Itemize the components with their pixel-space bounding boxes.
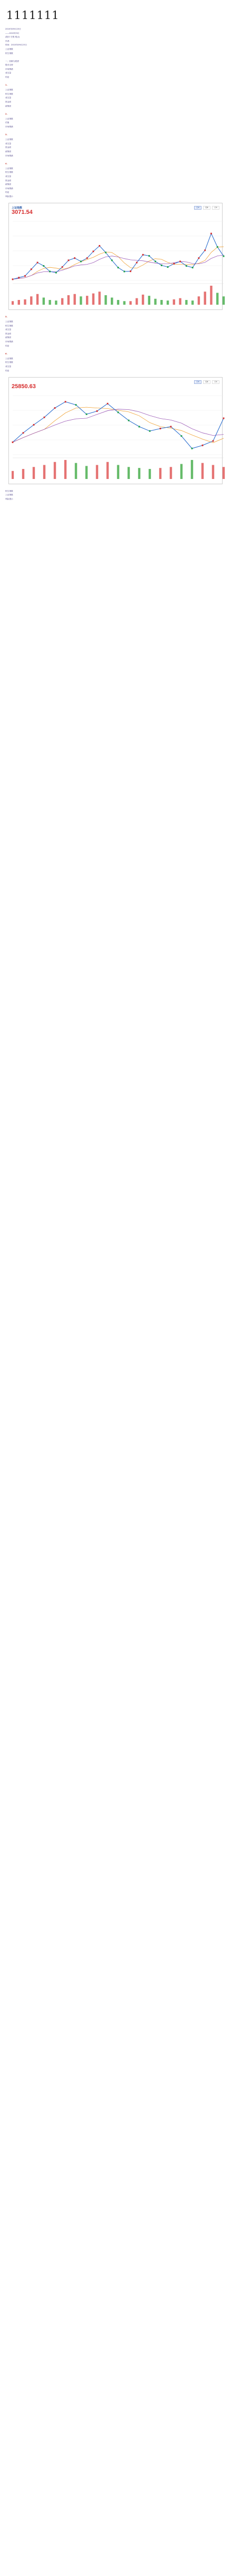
- chart-2-volume-bar: [22, 469, 24, 479]
- section-1: [5, 83, 226, 108]
- chart-1-period-tab[interactable]: 日K: [194, 206, 201, 210]
- meta-date: 2015年09月23日: [5, 28, 21, 30]
- chart-2-volume-bar: [43, 465, 45, 479]
- section-6-line: 恒生指数: [5, 361, 13, 364]
- chart-1-volume-bar: [36, 294, 38, 305]
- chart-1-candle: [130, 270, 131, 272]
- chart-1-candle: [223, 256, 225, 257]
- chart-2-period-tab[interactable]: 周K: [203, 380, 210, 384]
- chart-1-index-name: 上证指数: [12, 206, 23, 210]
- chart-1-volume-bar: [216, 293, 218, 305]
- section-5-line: 成交量: [5, 328, 12, 331]
- chart-2-candle: [139, 426, 140, 427]
- chart-1-volume-bar: [30, 296, 32, 305]
- chart-1-candle: [55, 272, 57, 274]
- chart-1-candle: [43, 265, 44, 267]
- chart-2-candle: [86, 413, 88, 415]
- chart-1-candle: [123, 271, 125, 272]
- footer-block: [5, 490, 226, 501]
- chart-1-volume-bar: [55, 300, 57, 305]
- chart-2-candle: [128, 419, 130, 421]
- chart-2-candle: [33, 424, 35, 426]
- section-1-heading: 1.: [5, 84, 7, 87]
- section-3-line: 政策面: [5, 150, 12, 153]
- intro-line: 成交量: [5, 72, 12, 74]
- meta-line3: 上证指数: [5, 48, 13, 50]
- section-3-body: [5, 138, 226, 157]
- chart-1-volume-bar: [12, 301, 14, 305]
- section-4: [5, 162, 226, 198]
- chart-1-volume-bar: [123, 301, 126, 305]
- section-5-line: 政策面: [5, 336, 12, 339]
- chart-1-candle: [93, 251, 94, 252]
- chart-2-candle: [202, 445, 204, 446]
- footer-line: 上证指数: [5, 494, 13, 496]
- chart-2-candle: [170, 426, 172, 427]
- chart-2-volume-bar: [33, 467, 35, 479]
- section-6: [5, 352, 226, 372]
- intro-block: [5, 60, 226, 79]
- chart-1-candle: [192, 267, 194, 268]
- chart-1-candle: [136, 262, 138, 264]
- chart-1-volume-bar: [160, 300, 162, 305]
- chart-2-candle: [75, 404, 77, 406]
- chart-1-price: 3071.54: [12, 209, 33, 215]
- section-3-line: 资金面: [5, 146, 12, 149]
- meta-period: ——2015年9月: [5, 32, 20, 34]
- chart-1-volume-bar: [173, 299, 175, 305]
- chart-1-volume-bar: [179, 298, 181, 305]
- chart-1-volume-bar: [129, 301, 131, 305]
- chart-2-candle: [23, 432, 24, 434]
- section-1-body: [5, 88, 226, 107]
- meta-author: 作者：: [5, 40, 12, 42]
- chart-1-candle: [37, 262, 38, 264]
- section-1-line: 上证指数: [5, 89, 13, 91]
- chart-1-candle: [68, 259, 69, 261]
- section-6-line: 上证指数: [5, 357, 13, 360]
- chart-2-period-tab[interactable]: 日K: [194, 380, 201, 384]
- chart-1-volume-bar: [136, 298, 138, 305]
- chart-1-plot: [12, 218, 225, 308]
- chart-2-volume-bar: [223, 467, 225, 479]
- chart-1-volume-bar: [223, 296, 225, 305]
- chart-2-ma-line: [13, 409, 224, 442]
- chart-1-candle: [155, 261, 156, 262]
- chart-1-candle: [142, 254, 144, 256]
- section-2-line: 估值: [5, 121, 9, 124]
- footer-line: 风险提示: [5, 497, 13, 500]
- chart-1-volume-bar: [204, 292, 206, 305]
- article-meta: [5, 27, 226, 55]
- chart-2-candle: [65, 401, 66, 402]
- section-4-line: 资金面: [5, 179, 12, 182]
- chart-2-period-tabs: [194, 380, 219, 384]
- chart-1-candle: [210, 233, 212, 234]
- section-3-line: 成交量: [5, 142, 12, 145]
- section-3: [5, 133, 226, 157]
- chart-1-candle: [105, 252, 107, 253]
- section-6-body: [5, 357, 226, 372]
- chart-1-candle: [217, 246, 218, 248]
- section-5-line: 上证指数: [5, 321, 13, 323]
- chart-2-candle: [97, 410, 98, 412]
- meta-line4: 恒生指数: [5, 52, 13, 54]
- chart-2-price: 25850.63: [12, 383, 36, 390]
- section-2-line: 市场情绪: [5, 125, 13, 128]
- section-2-heading: 2.: [5, 112, 7, 115]
- chart-1-volume-bar: [86, 296, 88, 305]
- chart-1-candle: [173, 263, 175, 265]
- section-3-line: 市场情绪: [5, 154, 13, 157]
- chart-1-candle: [161, 265, 162, 266]
- chart-1-volume-bar: [148, 296, 150, 305]
- chart-1-volume-bar: [154, 299, 156, 305]
- chart-2-volume-bar: [159, 468, 161, 479]
- section-4-line: 市场情绪: [5, 187, 13, 190]
- section-4-heading: 4.: [5, 162, 7, 165]
- chart-2-volume-bar: [117, 465, 119, 479]
- chart-1-volume-bar: [43, 297, 45, 305]
- chart-1-volume-bar: [92, 294, 94, 305]
- chart-2-candle: [149, 430, 151, 431]
- intro-line: 股市走势: [5, 64, 13, 67]
- chart-1-candle: [86, 257, 88, 259]
- section-4-line: 成交量: [5, 175, 12, 177]
- section-5-heading: 5.: [5, 315, 7, 318]
- chart-1-candle: [118, 267, 119, 268]
- section-5: [5, 315, 226, 347]
- chart-2-volume-bar: [212, 465, 214, 479]
- chart-1-volume-bar: [191, 300, 194, 305]
- chart-2-volume-bar: [191, 460, 193, 479]
- intro-line: 市场情绪: [5, 68, 13, 70]
- section-5-line: 市场情绪: [5, 341, 13, 343]
- chart-1-candle: [18, 277, 20, 278]
- section-2-body: [5, 117, 226, 128]
- chart-2-volume-bar: [180, 464, 182, 478]
- section-1-line: 恒生指数: [5, 92, 13, 95]
- chart-1-candle: [49, 271, 51, 272]
- chart-2-volume-bar: [138, 468, 140, 479]
- meta-time: 时间：2015年09月23日: [5, 44, 27, 46]
- chart-1-candle: [99, 245, 100, 247]
- chart-1-candle: [111, 259, 113, 261]
- chart-1-candle: [186, 265, 187, 267]
- chart-2-volume-bar: [75, 463, 77, 478]
- chart-2-candle: [118, 411, 119, 413]
- chart-1-volume-bar: [18, 300, 20, 305]
- chart-1-volume-bar: [117, 300, 119, 305]
- section-4-line: 政策面: [5, 183, 12, 186]
- chart-1-volume-bar: [142, 295, 144, 305]
- chart-1-candle: [148, 255, 150, 257]
- chart-2-candle: [44, 416, 45, 418]
- chart-1-volume-bar: [111, 297, 113, 305]
- chart-2-volume-bar: [54, 462, 56, 478]
- section-1-line: 政策面: [5, 105, 12, 107]
- chart-1-volume-bar: [73, 294, 75, 305]
- chart-1-candle: [198, 257, 200, 259]
- section-3-heading: 3.: [5, 134, 7, 136]
- chart-1-candle: [24, 275, 26, 277]
- stock-chart-panel-1: [8, 203, 223, 310]
- chart-1-candle: [179, 261, 181, 262]
- chart-2-plot: [12, 392, 225, 482]
- chart-2-candle: [160, 428, 161, 429]
- chart-2-candle: [54, 407, 56, 409]
- section-5-line: 恒生指数: [5, 324, 13, 327]
- intro-line: 一、回顾与展望: [5, 60, 19, 62]
- meta-tags: (股市 宏观 观点): [5, 36, 20, 39]
- chart-1-candle: [31, 268, 32, 270]
- section-5-body: [5, 320, 226, 347]
- stock-chart-panel-2: [8, 377, 223, 484]
- chart-2-volume-bar: [107, 462, 109, 478]
- section-5-line: 结论: [5, 344, 9, 347]
- chart-2-candle: [12, 441, 14, 443]
- chart-1-volume-bar: [68, 295, 70, 305]
- chart-2-volume-bar: [64, 460, 66, 479]
- chart-1-candle: [74, 257, 75, 259]
- chart-1-volume-bar: [80, 296, 82, 305]
- section-4-line: 恒生指数: [5, 171, 13, 174]
- section-6-line: 成交量: [5, 365, 12, 368]
- section-4-line: 上证指数: [5, 167, 13, 170]
- chart-1-volume-bar: [49, 300, 51, 305]
- chart-2-candle: [107, 403, 109, 405]
- chart-1-candle: [167, 266, 169, 268]
- chart-2-candle: [223, 417, 225, 419]
- section-5-line: 资金面: [5, 332, 12, 335]
- chart-1-volume-bar: [198, 296, 200, 305]
- section-2-line: 上证指数: [5, 117, 13, 120]
- section-3-line: 上证指数: [5, 138, 13, 141]
- intro-line: 结论: [5, 76, 9, 79]
- footer-line: 恒生指数: [5, 490, 13, 492]
- chart-1-volume-bar: [185, 300, 187, 305]
- chart-1-ma-line: [13, 247, 224, 279]
- section-6-line: 结论: [5, 369, 9, 372]
- chart-2-volume-bar: [128, 467, 130, 479]
- section-1-line: 成交量: [5, 97, 12, 99]
- chart-2-volume-bar: [170, 467, 172, 479]
- section-4-body: [5, 167, 226, 198]
- chart-2-period-tab[interactable]: 月K: [212, 380, 219, 384]
- section-6-heading: 6.: [5, 352, 7, 355]
- chart-1-period-tab[interactable]: 周K: [203, 206, 210, 210]
- page-title: 1111111: [6, 9, 60, 22]
- chart-2-candle: [191, 447, 193, 449]
- chart-1-volume-bar: [99, 292, 101, 305]
- chart-1-volume-bar: [167, 300, 169, 305]
- chart-2-volume-bar: [12, 471, 14, 479]
- chart-2-volume-bar: [149, 469, 151, 479]
- chart-2-volume-bar: [96, 465, 98, 479]
- chart-1-period-tabs: [194, 206, 219, 210]
- chart-2-volume-bar: [201, 463, 204, 478]
- chart-1-candle: [204, 249, 206, 251]
- section-4-line: 风险提示: [5, 195, 13, 198]
- chart-2-volume-bar: [85, 466, 88, 479]
- section-1-line: 资金面: [5, 101, 12, 103]
- chart-2-candle: [213, 440, 214, 441]
- chart-1-volume-bar: [210, 286, 212, 305]
- chart-2-candle: [181, 435, 182, 437]
- chart-1-volume-bar: [61, 298, 63, 305]
- chart-1-period-tab[interactable]: 月K: [212, 206, 219, 210]
- chart-1-candle: [12, 278, 14, 280]
- section-4-line: 结论: [5, 191, 9, 194]
- section-2: [5, 112, 226, 128]
- chart-1-candle: [62, 266, 63, 268]
- chart-1-volume-bar: [104, 295, 107, 305]
- chart-1-candle: [80, 261, 82, 262]
- chart-1-volume-bar: [24, 299, 26, 305]
